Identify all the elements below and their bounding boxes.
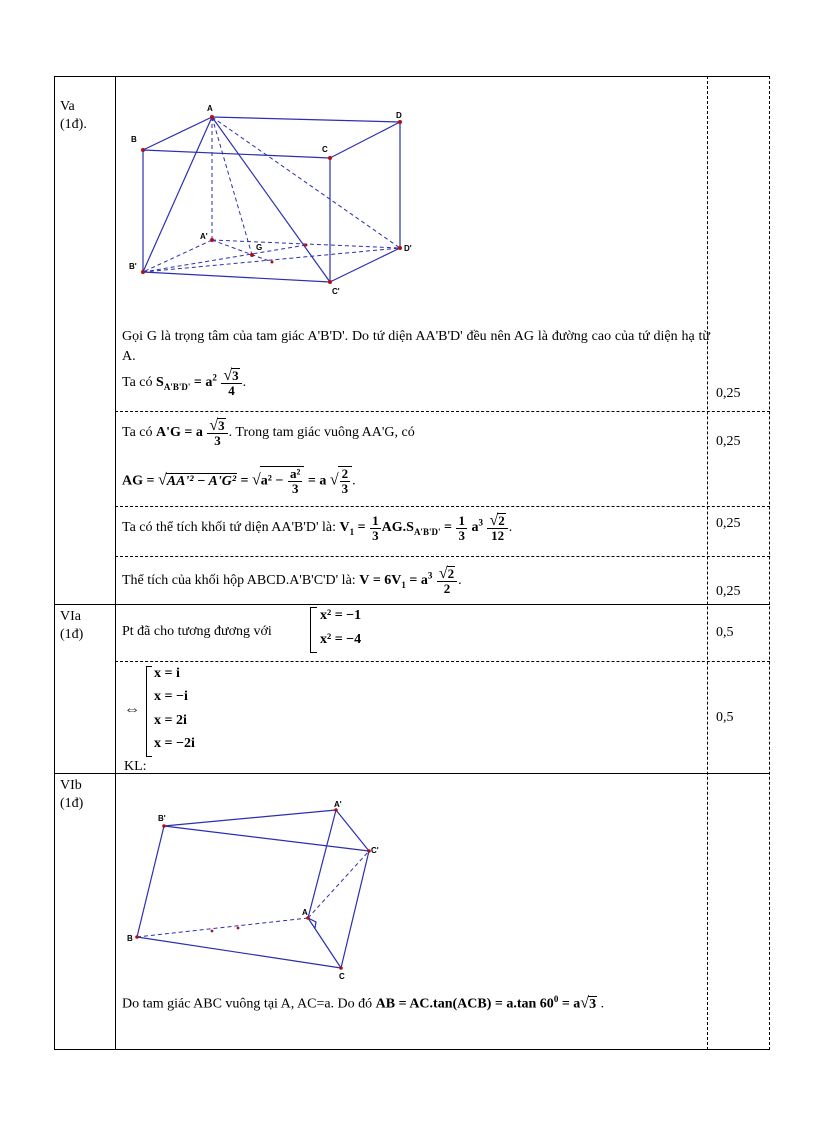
va-ag-line-2: AG = √AA'² − A'G² = √a² − $\frac{\text{a²}}{3}$ = a √ $\frac{2}{3}$ . <box>122 466 356 496</box>
vertex-label: B' <box>158 814 166 823</box>
table-left-border <box>54 76 55 1050</box>
via-sol-1: x = i <box>154 666 180 681</box>
via-equivalence-text: Pt đã cho tương đương với <box>122 624 272 639</box>
via-sol-4: x = −2i <box>154 736 195 751</box>
row-label-via: VIa (1đ) <box>60 609 84 642</box>
vertex-label: A <box>207 104 213 113</box>
table-col-divider <box>115 76 116 1050</box>
parallelepiped-figure <box>126 101 446 301</box>
va-ag-line-1: Ta có A'G = a $\frac{√3}{3}$ . Trong tam giác vuông AA'G, có <box>122 417 415 448</box>
row-divider <box>115 556 770 557</box>
vertex-label: A <box>302 908 308 917</box>
vertex-label: G <box>256 243 263 252</box>
row-divider <box>54 773 770 774</box>
score-via-1: 0,5 <box>716 625 734 640</box>
table-score-divider <box>707 76 708 1050</box>
score-va-2: 0,25 <box>716 434 741 449</box>
va-area-line: Ta có $S_{A'B'D'} = a^2$ $\frac{√3}{4}$ . <box>122 367 247 398</box>
vertex-label: D <box>396 111 402 120</box>
via-bracket <box>310 607 317 653</box>
vertex-label: B <box>127 934 133 943</box>
score-via-2: 0,5 <box>716 710 734 725</box>
via-solution-brace <box>146 666 152 757</box>
table-bottom-border <box>54 1049 770 1050</box>
prism-figure <box>126 801 386 981</box>
vertex-label: D' <box>404 244 412 253</box>
row-divider <box>115 661 770 662</box>
row-label-vib: VIb (1đ) <box>60 778 84 811</box>
row-divider <box>115 411 770 412</box>
vertex-label: C <box>339 972 345 981</box>
vertex-label: C' <box>371 846 379 855</box>
via-conclusion: KL: <box>124 759 147 774</box>
va-volume-1: Ta có thể tích khối tứ diện AA'B'D' là: $V_1$ = $\frac{1}{3}$ $AG.S_{A'B'D'}$ = $\frac{1}{3}$ $a^3$ $\frac{√2}{12}$ . <box>122 512 513 543</box>
vertex-label: C <box>322 145 328 154</box>
via-eq-1: x² = −1 <box>320 608 362 623</box>
solution-table <box>54 76 770 1050</box>
vertex-label: B <box>131 135 137 144</box>
vertex-label: B' <box>129 262 137 271</box>
table-top-border <box>54 76 770 77</box>
row-label-va: Va (1đ). <box>60 99 87 132</box>
score-va-4: 0,25 <box>716 584 741 599</box>
via-sol-2: x = −i <box>154 689 188 704</box>
vertex-label: A' <box>334 801 342 809</box>
vertex-label: A' <box>200 232 208 241</box>
iff-symbol: ⇔ <box>124 701 140 718</box>
table-right-border <box>769 76 770 1050</box>
score-va-1: 0,25 <box>716 386 741 401</box>
vib-conclusion: Do tam giác ABC vuông tại A, AC=a. Do đó AB = AC.tan(ACB) = a.tan $60^0 = a√3$ . <box>122 994 605 1012</box>
va-volume-2: Thể tích của khối hộp ABCD.A'B'C'D' là: $V = 6V_1 = a^3$ $\frac{√2}{2}$ . <box>122 565 462 596</box>
via-sol-3: x = 2i <box>154 713 187 728</box>
row-divider <box>54 604 770 605</box>
row-divider <box>115 506 770 507</box>
va-paragraph-1: Gọi G là trọng tâm của tam giác A'B'D'. Do tứ diện AA'B'D' đều nên AG là đường cao của tứ diện hạ từ A. <box>122 329 710 364</box>
score-va-3: 0,25 <box>716 516 741 531</box>
via-eq-2: x² = −4 <box>320 632 362 647</box>
vertex-label: C' <box>332 287 340 296</box>
